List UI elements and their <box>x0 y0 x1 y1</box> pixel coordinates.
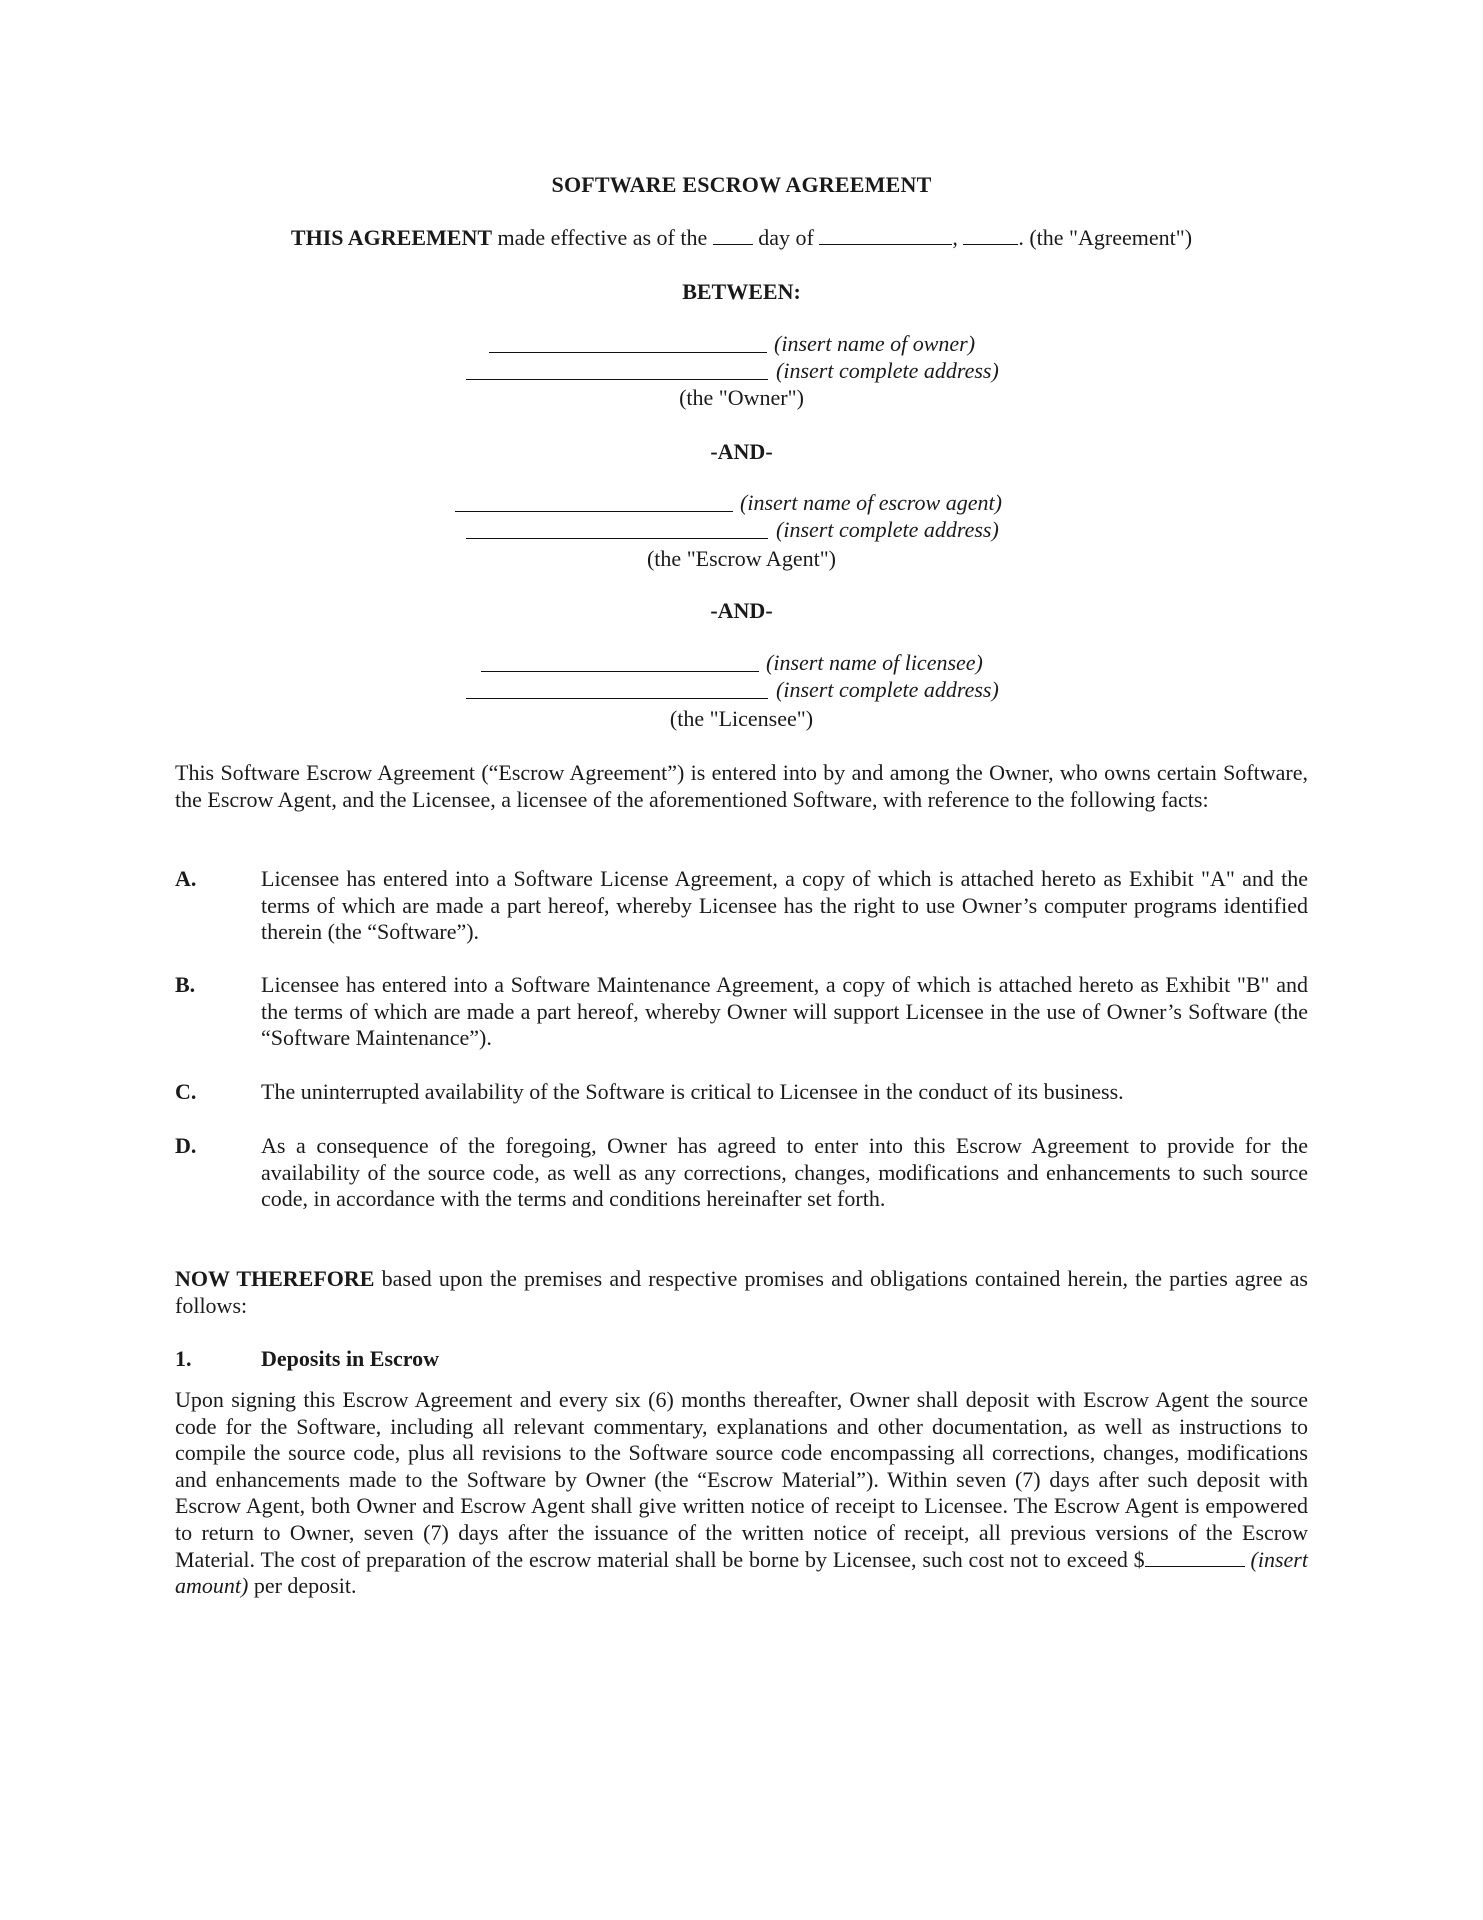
section-body-text: Upon signing this Escrow Agreement and every six (6) months thereafter, Owner shall deposit with Escrow Agent the source code for the Software, including all relevant commentary, explanations and other documentation, as well as instructions to compile the source code, plus all revisions to the Software source code encompassing all corrections, changes, modifications and enhancements made to the Software by Owner (the “Escrow Material”). Within seven (7) days after such deposit with Escrow Agent, both Owner and Escrow Agent shall give written notice of receipt to Licensee. The Escrow Agent is empowered to return to Owner, seven (7) days after the issuance of the written notice of receipt, all previous versions of the Escrow Material. The cost of preparation of the escrow material shall be borne by Licensee, such cost not to exceed $ <box>175 1387 1308 1572</box>
escrow-agent-name-row <box>0 492 1483 518</box>
opening-line <box>175 225 1308 252</box>
recital-text: As a consequence of the foregoing, Owner has agreed to enter into this Escrow Agreement to provide for the availability of the source code, as well as any corrections, changes, modifications and enhancements to such source code, in accordance with the terms and conditions hereinafter set forth. <box>261 1133 1308 1212</box>
opening-text-4: . (the "Agreement") <box>1018 225 1193 250</box>
licensee-address-blank[interactable] <box>466 680 768 699</box>
document-title: SOFTWARE ESCROW AGREEMENT <box>551 172 932 197</box>
escrow-agent-address-hint: (insert complete address) <box>776 517 999 542</box>
opening-text-2: day of <box>752 225 820 250</box>
recital-text: Licensee has entered into a Software Maintenance Agreement, a copy of which is attached hereto as Exhibit "B" and the terms of which are made a part hereof, whereby Owner will support Licensee in the use of Owner’s Software (the “Software Maintenance”). <box>261 972 1308 1051</box>
section-title: Deposits in Escrow <box>261 1346 440 1371</box>
recital-c <box>175 1079 1308 1106</box>
licensee-address-hint: (insert complete address) <box>776 677 999 702</box>
recital-a <box>175 866 1308 946</box>
owner-designation: (the "Owner") <box>679 385 804 410</box>
licensee-designation: (the "Licensee") <box>669 706 814 731</box>
amount-blank[interactable] <box>1145 1548 1245 1567</box>
section-number: 1. <box>175 1346 192 1371</box>
section-body-end: per deposit. <box>248 1573 357 1599</box>
owner-address-blank[interactable] <box>466 361 768 380</box>
recital-d <box>175 1133 1308 1213</box>
month-blank[interactable] <box>819 226 952 245</box>
owner-name-blank[interactable] <box>489 334 767 353</box>
recital-b <box>175 972 1308 1052</box>
day-blank[interactable] <box>713 226 753 245</box>
amount-hint: (insert amount) <box>175 1546 1308 1599</box>
escrow-agent-name-hint: (insert name of escrow agent) <box>740 490 1002 515</box>
opening-text-1: made effective as of the <box>492 225 713 250</box>
owner-name-hint: (insert name of owner) <box>774 331 976 356</box>
licensee-name-row <box>0 652 1483 678</box>
now-therefore-lead: NOW THEREFORE <box>175 1266 375 1291</box>
recital-letter: C. <box>175 1079 197 1104</box>
licensee-name-hint: (insert name of licensee) <box>766 650 983 675</box>
recital-text: The uninterrupted availability of the Software is critical to Licensee in the conduct of its business. <box>261 1079 1124 1104</box>
intro-paragraph: This Software Escrow Agreement (“Escrow Agreement”) is entered into by and among the Owner, who owns certain Software, the Escrow Agent, and the Licensee, a licensee of the aforementioned Software, with reference to the following facts: <box>175 760 1308 812</box>
licensee-name-blank[interactable] <box>481 653 759 672</box>
recital-letter: D. <box>175 1133 197 1158</box>
section-1-body <box>175 1387 1308 1600</box>
now-therefore-text: based upon the premises and respective promises and obligations contained herein, the parties agree as follows: <box>175 1266 1308 1318</box>
owner-address-row <box>0 360 1483 386</box>
escrow-agent-name-blank[interactable] <box>455 493 733 512</box>
between-label: BETWEEN: <box>682 279 801 304</box>
opening-lead: THIS AGREEMENT <box>290 225 493 250</box>
licensee-address-row <box>0 679 1483 705</box>
owner-address-hint: (insert complete address) <box>776 358 999 383</box>
escrow-agent-designation: (the "Escrow Agent") <box>646 546 837 571</box>
recital-letter: A. <box>175 866 197 891</box>
escrow-agent-address-row <box>0 519 1483 545</box>
opening-text-3: , <box>952 225 964 250</box>
section-1-heading <box>175 1346 439 1372</box>
now-therefore-paragraph <box>175 1266 1308 1319</box>
owner-name-row <box>0 333 1483 359</box>
recital-text: Licensee has entered into a Software License Agreement, a copy of which is attached hereto as Exhibit "A" and the terms of which are made a part hereof, whereby Licensee has the right to use Owner’s computer programs identified therein (the “Software”). <box>261 866 1308 945</box>
and-label-1: -AND- <box>710 439 773 464</box>
recital-letter: B. <box>175 972 196 997</box>
year-blank[interactable] <box>963 226 1018 245</box>
and-label-2: -AND- <box>710 598 773 623</box>
escrow-agent-address-blank[interactable] <box>466 520 768 539</box>
